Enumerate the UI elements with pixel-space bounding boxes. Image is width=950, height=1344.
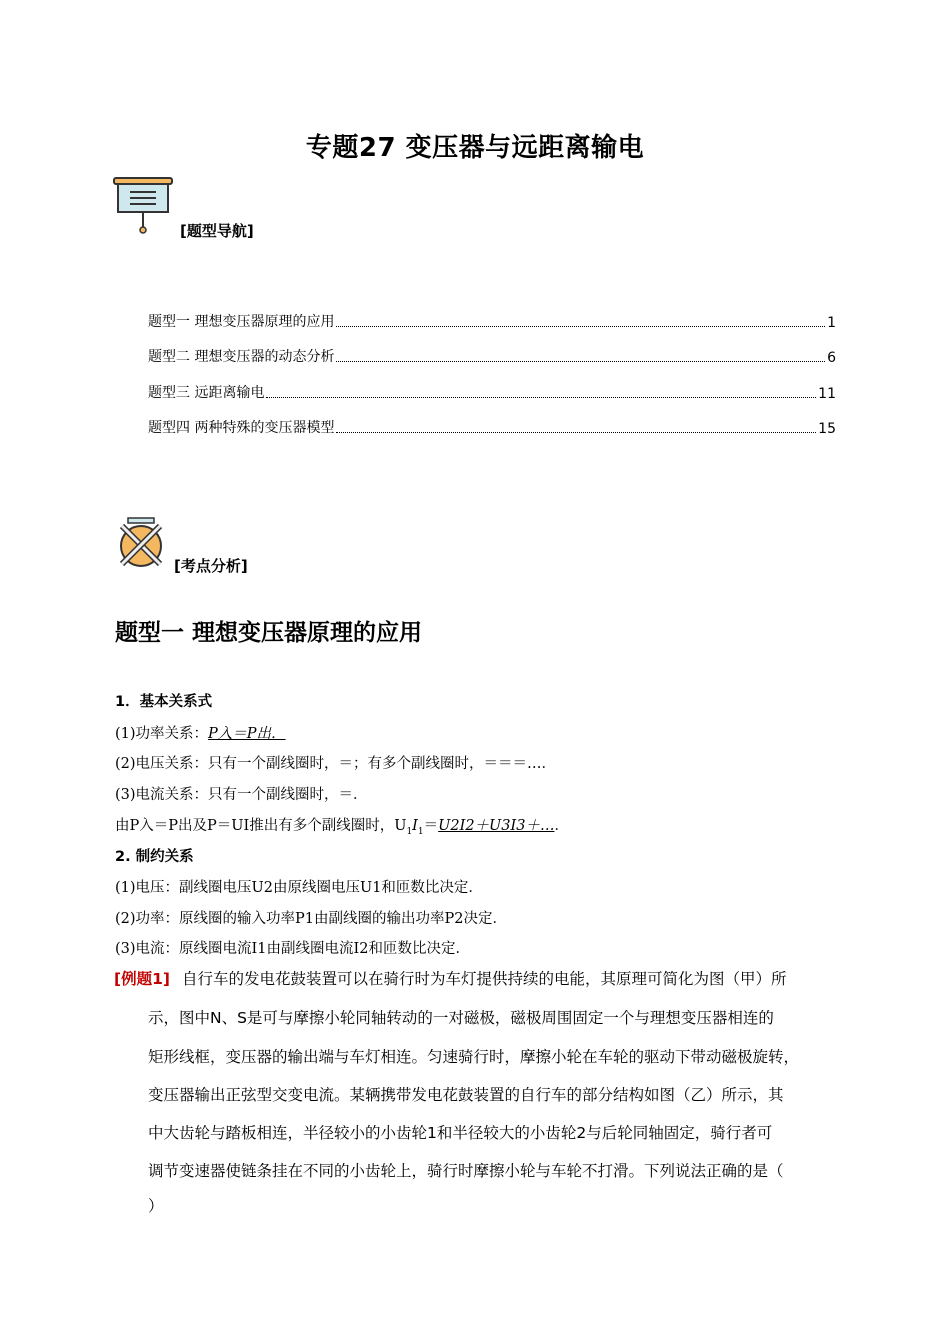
example-line: 调节变速器使链条挂在不同的小齿轮上，骑行时摩擦小轮与车轮不打滑。下列说法正确的是（: [148, 1162, 784, 1180]
toc-item-page: 6: [827, 350, 836, 366]
example-line: ）: [148, 1197, 164, 1215]
toc-item[interactable]: [148, 311, 836, 331]
analysis-label: [考点分析]: [174, 557, 248, 575]
heading-constraints: 2. 制约关系: [115, 849, 194, 865]
multi-coil-relation: 由P入＝P出及P＝UI推出有多个副线圈时，$U_1I_1=U2I2+U3I3+\dots$．: [115, 818, 569, 837]
multi-coil-text-a: 由P入＝P出及P＝UI推出有多个副线圈时，U: [115, 818, 407, 834]
example-line: 示，图中N、S是可与摩擦小轮同轴转动的一对磁极，磁极周围固定一个与理想变压器相连的: [148, 1009, 774, 1027]
multi-coil-formula: U2I2＋U3I3＋…: [438, 818, 555, 834]
toc-item-page: 1: [827, 315, 836, 331]
power-constraint: (2)功率：原线圈的输入功率P1由副线圈的输出功率P2决定．: [115, 911, 508, 927]
page-title: 专题27 变压器与远距离输电: [305, 133, 645, 163]
example-line: 变压器输出正弦型交变电流。某辆携带发电花鼓装置的自行车的部分结构如图（乙）所示，其: [148, 1086, 784, 1104]
toc-item[interactable]: [148, 346, 836, 366]
toc-item-label: 题型一 理想变压器原理的应用: [148, 314, 335, 330]
toc-item-label: 题型四 两种特殊的变压器模型: [148, 420, 335, 436]
example-line: 中大齿轮与踏板相连，半径较小的小齿轮1和半径较大的小齿轮2与后轮同轴固定，骑行者可: [148, 1124, 773, 1142]
current-relation: (3)电流关系：只有一个副线圈时，＝．: [115, 787, 368, 803]
toc-item[interactable]: [148, 382, 836, 402]
toc-leader: [336, 326, 825, 327]
toc-leader: [336, 361, 825, 362]
multi-coil-text-c: ＝: [423, 818, 439, 834]
crossed-pencils-icon: [114, 516, 168, 570]
multi-coil-text-b: I: [412, 818, 418, 834]
example-label: [例题1]: [114, 970, 170, 988]
toc-item-page: 15: [818, 421, 836, 437]
power-relation-prefix: (1)功率关系：: [115, 726, 209, 742]
toc-item-label: 题型二 理想变压器的动态分析: [148, 349, 335, 365]
voltage-relation: (2)电压关系：只有一个副线圈时，＝；有多个副线圈时，＝＝＝…．: [115, 756, 557, 772]
toc-leader: [336, 432, 816, 433]
nav-label: [题型导航]: [180, 222, 254, 240]
presentation-board-icon: [112, 174, 174, 236]
section-title: 题型一 理想变压器原理的应用: [115, 620, 423, 646]
power-relation: [115, 722, 286, 743]
toc-item-label: 题型三 远距离输电: [148, 385, 265, 401]
heading-basic-relations: 1．基本关系式: [115, 694, 213, 710]
toc-leader: [266, 397, 816, 398]
power-relation-formula: P入＝P出．: [208, 726, 286, 742]
example-tag: [114, 967, 170, 989]
voltage-constraint: (1)电压：副线圈电压U2由原线圈电压U1和匝数比决定．: [115, 880, 483, 896]
toc-item-page: 11: [818, 386, 836, 402]
current-constraint: (3)电流：原线圈电流I1由副线圈电流I2和匝数比决定．: [115, 941, 470, 957]
toc-item[interactable]: [148, 417, 836, 437]
example-line: 矩形线框，变压器的输出端与车灯相连。匀速骑行时，摩擦小轮在车轮的驱动下带动磁极旋转，: [148, 1048, 800, 1066]
multi-coil-text-e: ．: [554, 818, 569, 834]
example-line: 自行车的发电花鼓装置可以在骑行时为车灯提供持续的电能，其原理可简化为图（甲）所: [182, 970, 787, 988]
